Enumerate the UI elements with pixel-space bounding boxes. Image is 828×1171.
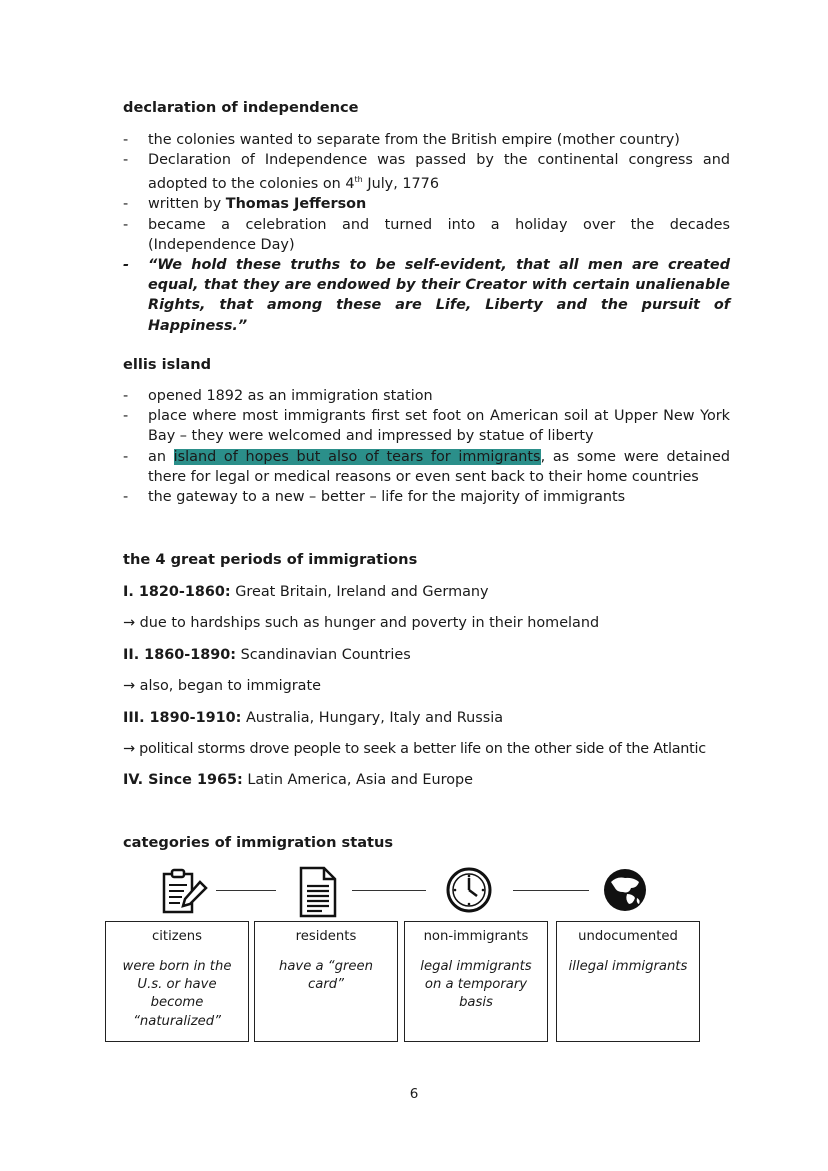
category-title: undocumented bbox=[578, 929, 678, 944]
period-4 bbox=[123, 770, 473, 790]
declaration-list bbox=[123, 130, 730, 336]
heading-declaration: declaration of independence bbox=[123, 99, 359, 116]
list-item-text: , as some were detained there for legal or medical reasons or even sent back to their home countries bbox=[148, 448, 731, 485]
list-item bbox=[123, 487, 730, 507]
page-number: 6 bbox=[409, 1086, 419, 1102]
category-desc: illegal immigrants bbox=[568, 959, 688, 974]
list-item-text: became a celebration and turned into a holiday over the decades (Independence Day) bbox=[148, 216, 730, 253]
list-item-text: July, 1776 bbox=[362, 176, 439, 193]
highlighted-text: island of hopes but also of tears for immigrants bbox=[173, 448, 541, 465]
list-item bbox=[123, 130, 730, 150]
period-note-2: → also, began to immigrate bbox=[123, 678, 321, 694]
period-label: III. 1890-1910: bbox=[123, 710, 242, 726]
period-text: Great Britain, Ireland and Germany bbox=[230, 584, 489, 600]
period-2 bbox=[123, 645, 411, 665]
superscript: th bbox=[354, 175, 363, 185]
ellis-list bbox=[123, 386, 730, 507]
list-item bbox=[123, 194, 730, 214]
clock-icon bbox=[445, 866, 493, 914]
quote-item bbox=[123, 255, 730, 336]
category-box-non-immigrants bbox=[404, 921, 548, 1042]
category-box-undocumented bbox=[556, 921, 700, 1042]
period-note-1: → due to hardships such as hunger and poverty in their homeland bbox=[123, 615, 600, 631]
list-item bbox=[123, 406, 730, 446]
list-item bbox=[123, 447, 730, 487]
clipboard-pencil-icon bbox=[160, 868, 208, 916]
heading-categories: categories of immigration status bbox=[123, 834, 394, 851]
list-item bbox=[123, 150, 730, 194]
list-item-text: Declaration of Independence was passed by the continental congress and adopted to the colonies on 4 bbox=[148, 152, 730, 193]
period-label: II. 1860-1890: bbox=[123, 647, 237, 663]
period-3 bbox=[123, 708, 503, 728]
connector-line bbox=[216, 890, 276, 891]
period-text: Latin America, Asia and Europe bbox=[242, 772, 474, 788]
list-item-text: written by bbox=[148, 196, 226, 213]
category-box-citizens bbox=[105, 921, 249, 1042]
category-desc: have a “green card” bbox=[278, 959, 374, 993]
period-label: IV. Since 1965: bbox=[123, 772, 243, 788]
heading-ellis-island: ellis island bbox=[123, 356, 212, 373]
category-title: citizens bbox=[151, 929, 202, 944]
category-desc: legal immigrants on a temporary basis bbox=[420, 959, 532, 1011]
list-item-text: opened 1892 as an immigration station bbox=[148, 388, 433, 404]
connector-line bbox=[352, 890, 426, 891]
connector-line bbox=[513, 890, 589, 891]
heading-periods: the 4 great periods of immigrations bbox=[123, 551, 418, 568]
list-item-text: place where most immigrants first set foot on American soil at Upper New York Bay – they were welcomed and impressed by statue of liberty bbox=[148, 408, 730, 445]
list-item-text: the colonies wanted to separate from the British empire (mother country) bbox=[148, 132, 680, 148]
category-desc: were born in the U.s. or have become “naturalized” bbox=[122, 959, 232, 1029]
period-text: Scandinavian Countries bbox=[236, 647, 411, 663]
list-item bbox=[123, 215, 730, 255]
list-item-text: an bbox=[148, 448, 174, 465]
category-box-residents bbox=[254, 921, 398, 1042]
period-note-3: → political storms drove people to seek a better life on the other side of the Atlantic bbox=[123, 741, 706, 757]
author-name: Thomas Jefferson bbox=[225, 196, 367, 213]
globe-icon bbox=[603, 868, 647, 912]
list-item bbox=[123, 386, 730, 406]
quote-text: “We hold these truths to be self-evident, that all men are created equal, that they are endowed by their Creator with certain unalienable Rights, that among these are Life, Liberty and the pursuit of Happiness.” bbox=[148, 257, 730, 334]
category-title: residents bbox=[295, 929, 357, 944]
category-title: non-immigrants bbox=[423, 929, 529, 944]
period-text: Australia, Hungary, Italy and Russia bbox=[241, 710, 504, 726]
list-item-text: the gateway to a new – better – life for the majority of immigrants bbox=[148, 489, 626, 506]
period-1 bbox=[123, 582, 489, 602]
document-icon bbox=[298, 866, 338, 918]
period-label: I. 1820-1860: bbox=[123, 584, 231, 600]
